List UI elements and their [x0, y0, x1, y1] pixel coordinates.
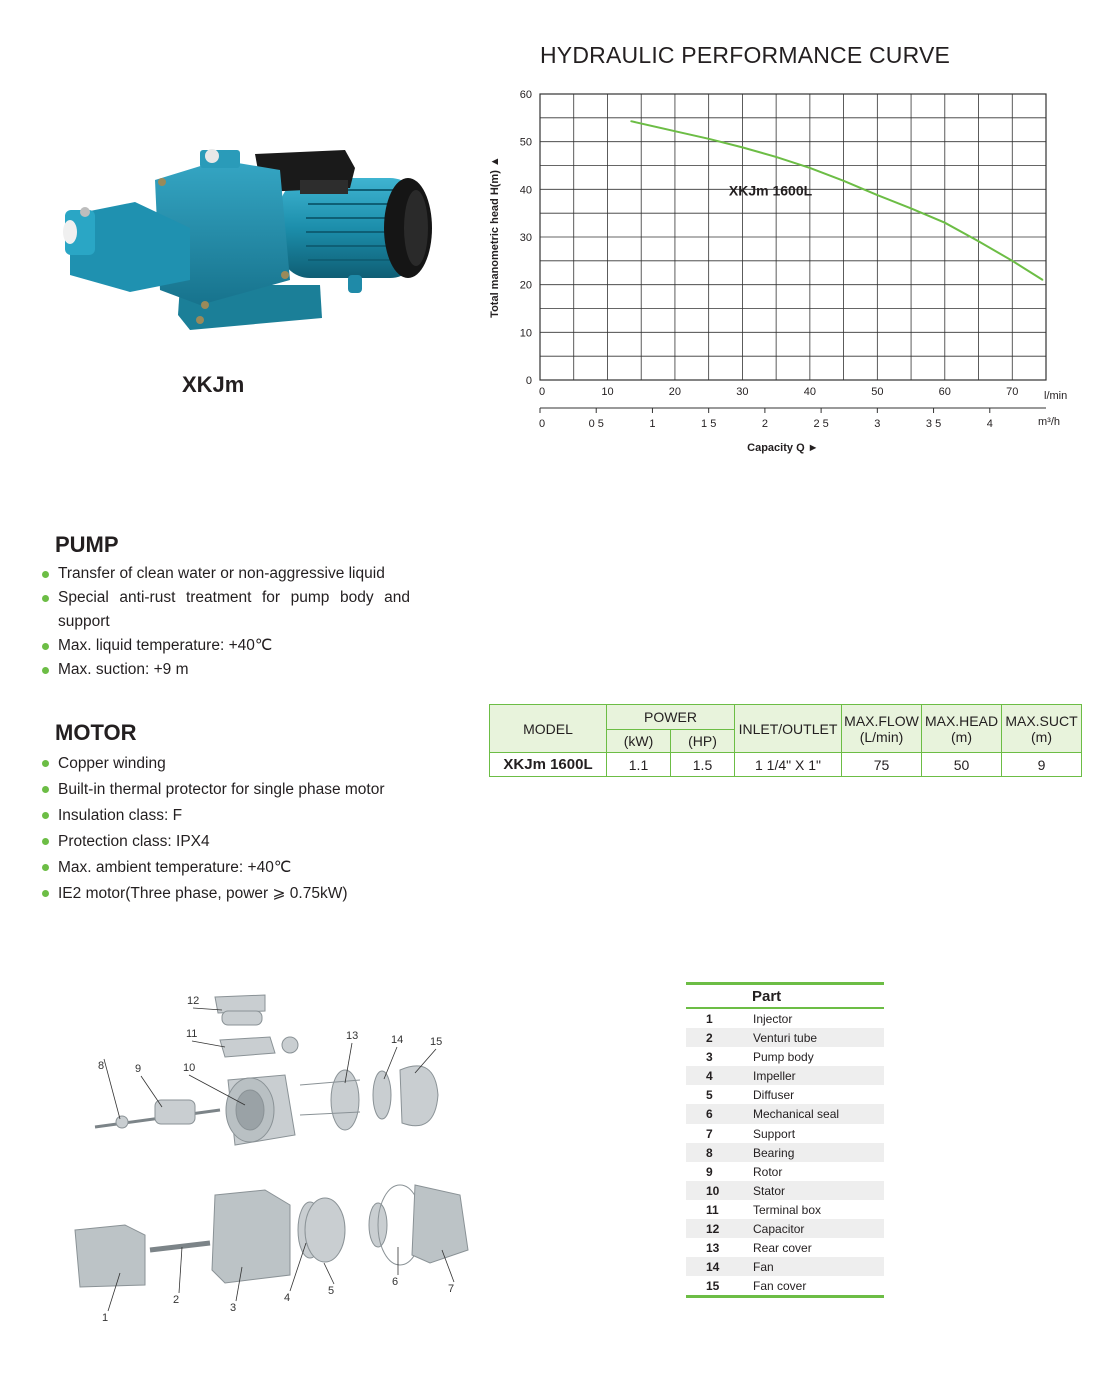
cell-kw: 1.1 — [607, 753, 671, 777]
curve-point — [742, 147, 744, 149]
y-tick-label: 40 — [519, 184, 532, 197]
performance-curve — [631, 121, 1043, 280]
x-tick-label: 10 — [601, 386, 614, 398]
curve-point — [843, 180, 845, 182]
part-label: Stator — [753, 1183, 786, 1198]
x-tick-label: 0 — [538, 386, 546, 398]
list-item — [686, 1162, 884, 1181]
part-number: 1 — [706, 1012, 713, 1026]
curve-point — [809, 167, 811, 169]
series-label: XKJm 1600L — [728, 182, 813, 199]
x-tick-label: 30 — [736, 386, 749, 398]
part-number: 13 — [706, 1241, 720, 1256]
curve-point — [1011, 260, 1013, 262]
x-tick-label: 60 — [938, 386, 951, 398]
parts-header — [686, 985, 884, 1009]
x2-tick-label: 2 — [761, 418, 768, 430]
list-item — [686, 1143, 884, 1162]
performance-chart — [480, 80, 1090, 465]
header-max-flow — [842, 705, 922, 753]
cell-max-head: 50 — [922, 753, 1002, 777]
part-number: 3 — [706, 1050, 713, 1065]
callout-line — [104, 1059, 120, 1119]
pump-section-title: PUMP — [55, 532, 119, 557]
callout-number: 3 — [230, 1302, 237, 1314]
part-number: 11 — [706, 1202, 719, 1217]
curve-point — [910, 208, 912, 210]
list-item — [686, 1257, 884, 1276]
product-name: XKJm — [182, 372, 245, 397]
curve-point — [708, 138, 710, 140]
motor-section-title: MOTOR — [55, 720, 137, 745]
curve-point — [978, 240, 980, 242]
motor-feature-item: Max. ambient temperature: +40℃ — [42, 855, 462, 881]
part-number: 4 — [706, 1069, 713, 1084]
cell-max-suct: 9 — [1002, 753, 1082, 777]
list-item — [686, 1181, 884, 1200]
callout-number: 15 — [430, 1036, 443, 1048]
exploded-view-diagram — [60, 985, 480, 1330]
callout-number: 14 — [391, 1034, 404, 1046]
list-item — [686, 1028, 884, 1047]
callout-number: 7 — [448, 1283, 455, 1295]
header-max-suct-unit: (m) — [1031, 728, 1052, 745]
part-label: Impeller — [753, 1069, 796, 1084]
part-number: 7 — [706, 1126, 713, 1141]
curve-point — [877, 194, 879, 196]
header-kw: (kW) — [607, 730, 671, 753]
callout-line — [141, 1076, 162, 1107]
header-max-head-label: MAX.HEAD — [924, 712, 999, 729]
list-item — [686, 1066, 884, 1085]
part-number: 15 — [706, 1279, 720, 1294]
curve-point — [944, 222, 946, 224]
part-number: 8 — [706, 1145, 713, 1160]
part-label: Rotor — [753, 1164, 783, 1179]
motor-feature-item: IE2 motor(Three phase, power ⩾ 0.75kW) — [42, 881, 462, 907]
motor-feature-list — [42, 751, 462, 907]
curve-point — [1042, 279, 1044, 281]
callout-number: 6 — [392, 1276, 399, 1288]
part-label: Injector — [753, 1012, 793, 1026]
part-label: Mechanical seal — [753, 1107, 840, 1122]
part-number: 9 — [706, 1164, 713, 1179]
cell-hp: 1.5 — [671, 753, 735, 777]
parts-bottom-rule — [686, 1295, 884, 1298]
cell-inlet-outlet: 1 1/4" X 1" — [735, 753, 842, 777]
part-number: 10 — [706, 1183, 720, 1198]
list-item — [686, 1238, 884, 1257]
part-number: 14 — [706, 1260, 720, 1275]
part-label: Fan — [753, 1260, 774, 1275]
list-item — [686, 1124, 884, 1143]
part-label: Support — [753, 1126, 796, 1141]
header-max-head — [922, 705, 1002, 753]
x2-tick-label: 0 — [538, 418, 546, 430]
parts-rows — [686, 1009, 884, 1295]
list-item — [686, 1276, 884, 1295]
header-max-flow-label: MAX.FLOW — [844, 712, 919, 729]
chart-curve-group — [630, 120, 1043, 280]
pump-feature-item: Max. liquid temperature: +40℃ — [42, 634, 410, 658]
callout-number: 9 — [135, 1063, 142, 1075]
callout-number: 5 — [328, 1285, 335, 1297]
callout-number: 4 — [284, 1292, 291, 1304]
callout-line — [179, 1247, 182, 1293]
spec-table — [489, 704, 1082, 777]
pump-feature-item: Special anti-rust treatment for pump body and support — [42, 586, 410, 634]
callout-number: 10 — [183, 1062, 196, 1074]
part-number: 2 — [706, 1031, 713, 1046]
part-label: Diffuser — [753, 1088, 795, 1103]
header-max-suct-label: MAX.SUCT — [1005, 712, 1078, 729]
callout-number: 11 — [186, 1028, 198, 1040]
motor-feature-item: Built-in thermal protector for single phase motor — [42, 777, 462, 803]
part-label: Terminal box — [753, 1202, 822, 1217]
part-number: 12 — [706, 1222, 720, 1237]
header-model: MODEL — [490, 705, 607, 753]
x-tick-label: 70 — [1006, 386, 1019, 398]
header-max-suct — [1002, 705, 1082, 753]
callout-number: 2 — [173, 1294, 180, 1306]
curve-point — [674, 130, 676, 132]
part-label: Fan cover — [753, 1279, 807, 1294]
list-item — [686, 1219, 884, 1238]
motor-feature-item: Insulation class: F — [42, 803, 462, 829]
part-label: Bearing — [753, 1145, 795, 1160]
x-unit-label: l/min — [1044, 390, 1068, 402]
y-tick-label: 60 — [519, 89, 532, 101]
pump-feature-item: Transfer of clean water or non-aggressive liquid — [42, 562, 410, 586]
list-item — [686, 1085, 884, 1104]
list-item — [686, 1047, 884, 1066]
chart-labels — [489, 89, 1067, 454]
callout-number: 12 — [187, 995, 200, 1007]
header-power: POWER — [607, 705, 735, 730]
curve-point — [630, 120, 632, 122]
list-item — [686, 1009, 884, 1028]
callout-number: 13 — [346, 1030, 359, 1042]
cell-model: XKJm 1600L — [490, 753, 607, 777]
x-tick-label: 40 — [803, 386, 816, 398]
x-axis-title: Capacity Q ► — [747, 442, 819, 454]
x2-unit-label: m³/h — [1038, 416, 1060, 428]
y-axis-title: Total manometric head H(m) ▲ — [489, 156, 501, 318]
x2-tick-label: 2 5 — [813, 418, 829, 430]
header-max-head-unit: (m) — [951, 728, 972, 745]
pump-feature-list — [42, 562, 410, 682]
y-tick-label: 0 — [525, 375, 532, 387]
callout-number: 8 — [98, 1060, 105, 1072]
y-tick-label: 20 — [519, 279, 532, 292]
x-tick-label: 20 — [668, 386, 682, 398]
cell-max-flow: 75 — [842, 753, 922, 777]
callout-line — [290, 1243, 306, 1291]
x2-tick-label: 1 — [649, 418, 656, 430]
x2-tick-label: 0 5 — [588, 418, 604, 430]
x2-tick-label: 4 — [986, 418, 993, 430]
x2-tick-label: 3 5 — [925, 418, 942, 430]
curve-point — [775, 156, 777, 158]
motor-feature-item: Copper winding — [42, 751, 462, 777]
parts-table — [686, 982, 884, 1298]
parts-title: Part — [752, 988, 782, 1005]
part-label: Rear cover — [753, 1241, 812, 1256]
y-tick-label: 10 — [519, 327, 532, 340]
part-number: 5 — [706, 1088, 713, 1103]
table-row — [490, 753, 1082, 777]
x2-tick-label: 1 5 — [701, 418, 717, 430]
pump-product-image — [50, 140, 440, 340]
part-number: 6 — [706, 1107, 713, 1122]
y-tick-label: 50 — [519, 136, 532, 149]
pump-feature-item: Max. suction: +9 m — [42, 658, 410, 682]
chart-title: HYDRAULIC PERFORMANCE CURVE — [540, 42, 951, 68]
header-max-flow-unit: (L/min) — [859, 728, 904, 745]
callout-line — [384, 1047, 397, 1079]
y-tick-label: 30 — [519, 232, 532, 244]
list-item — [686, 1200, 884, 1219]
callout-number: 1 — [102, 1312, 109, 1324]
motor-feature-item: Protection class: IPX4 — [42, 829, 462, 855]
list-item — [686, 1104, 884, 1123]
part-label: Pump body — [753, 1050, 814, 1065]
callout-line — [324, 1263, 334, 1284]
x-tick-label: 50 — [871, 386, 884, 398]
x2-tick-label: 3 — [874, 418, 881, 430]
part-label: Venturi tube — [753, 1031, 818, 1046]
header-inlet-outlet: INLET/OUTLET — [735, 705, 842, 753]
part-label: Capacitor — [753, 1222, 805, 1237]
header-hp: (HP) — [671, 730, 735, 753]
